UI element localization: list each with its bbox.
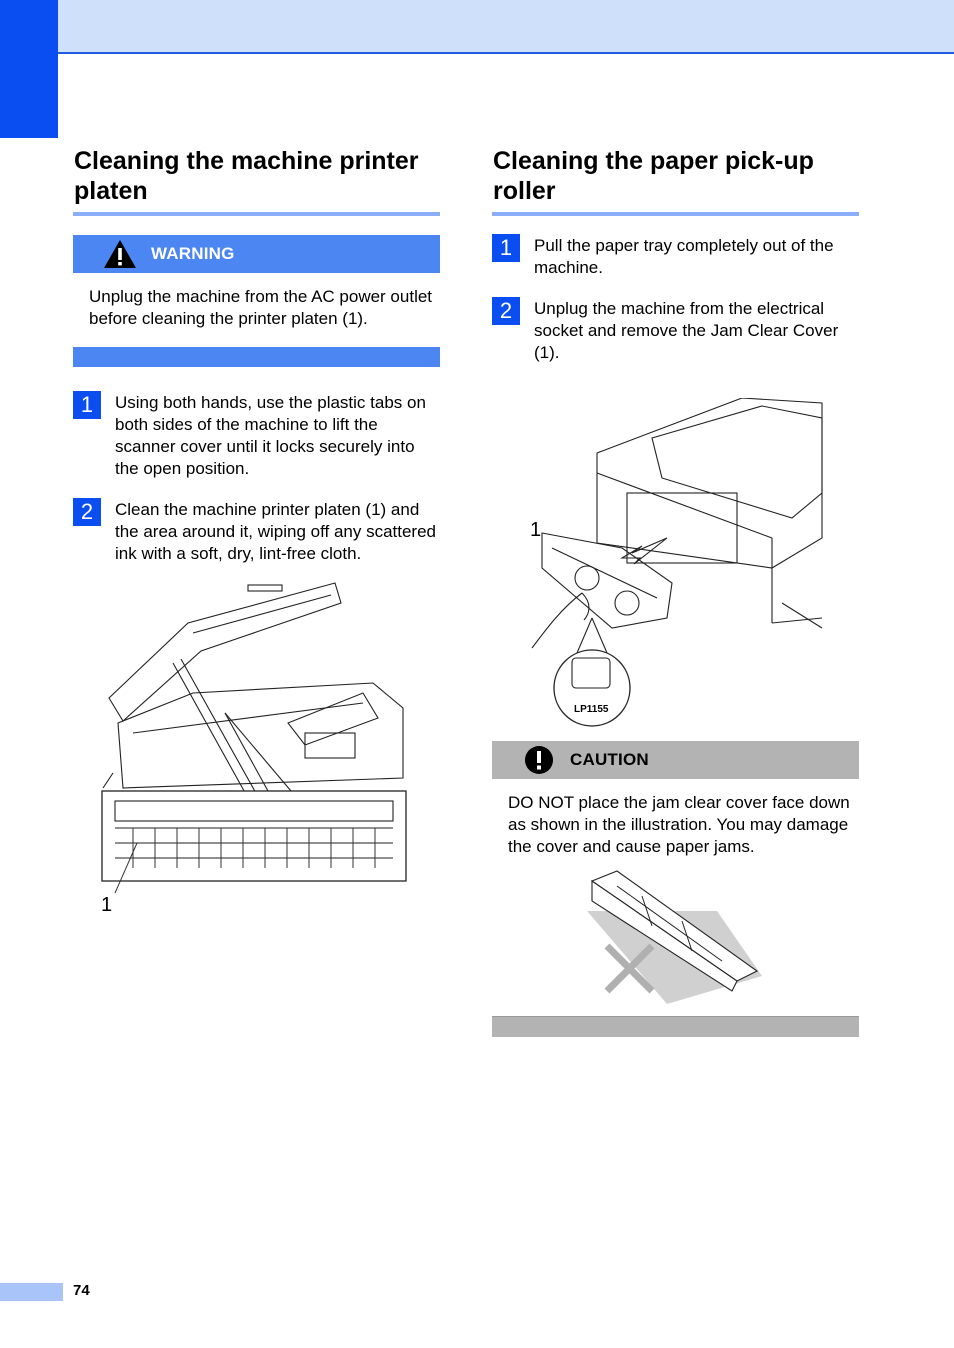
footer-band [0,1283,63,1301]
section-title-roller: Cleaning the paper pick-up roller [492,140,859,216]
exclamation-icon [522,745,556,775]
jam-clear-cover-illustration [492,398,859,733]
warning-banner [73,235,440,273]
step-1 [492,234,859,279]
step-text: Pull the paper tray completely out of the machine. [534,236,834,277]
caution-banner [492,741,859,779]
step-number: 2 [73,498,101,526]
step-number: 2 [492,297,520,325]
page-number: 74 [73,1282,90,1299]
step-number: 1 [73,391,101,419]
callout-1: 1 [530,519,542,541]
incorrect-placement-illustration [492,866,859,1016]
chapter-tab [0,0,58,138]
caution-label: CAUTION [570,750,649,769]
section-title-platen: Cleaning the machine printer platen [73,140,440,216]
right-column [492,140,859,1037]
left-column [73,140,440,918]
step-number: 1 [492,234,520,262]
callout-1: 1 [101,894,113,916]
caution-end-bar [492,1016,859,1037]
step-text: Using both hands, use the plastic tabs on both sides of the machine to lift the scanner cover until it locks securely into the open position. [115,393,426,478]
warning-icon [103,239,137,269]
caution-text: DO NOT place the jam clear cover face down as shown in the illustration. You may damage the cover and cause paper jams. [508,793,850,856]
step-2 [492,297,859,364]
step-2 [73,498,440,565]
step-text: Clean the machine printer platen (1) and the area around it, wiping off any scattered ink with a soft, dry, lint-free cloth. [115,500,436,563]
warning-text: Unplug the machine from the AC power outlet before cleaning the printer platen (1). [89,287,433,328]
step-1 [73,391,440,480]
warning-end-bar [73,347,440,367]
warning-label: WARNING [151,244,235,263]
figure-code: LP1155 [574,704,609,715]
step-text: Unplug the machine from the electrical socket and remove the Jam Clear Cover (1). [534,299,839,362]
header-band [0,0,954,54]
printer-platen-illustration [73,573,440,918]
